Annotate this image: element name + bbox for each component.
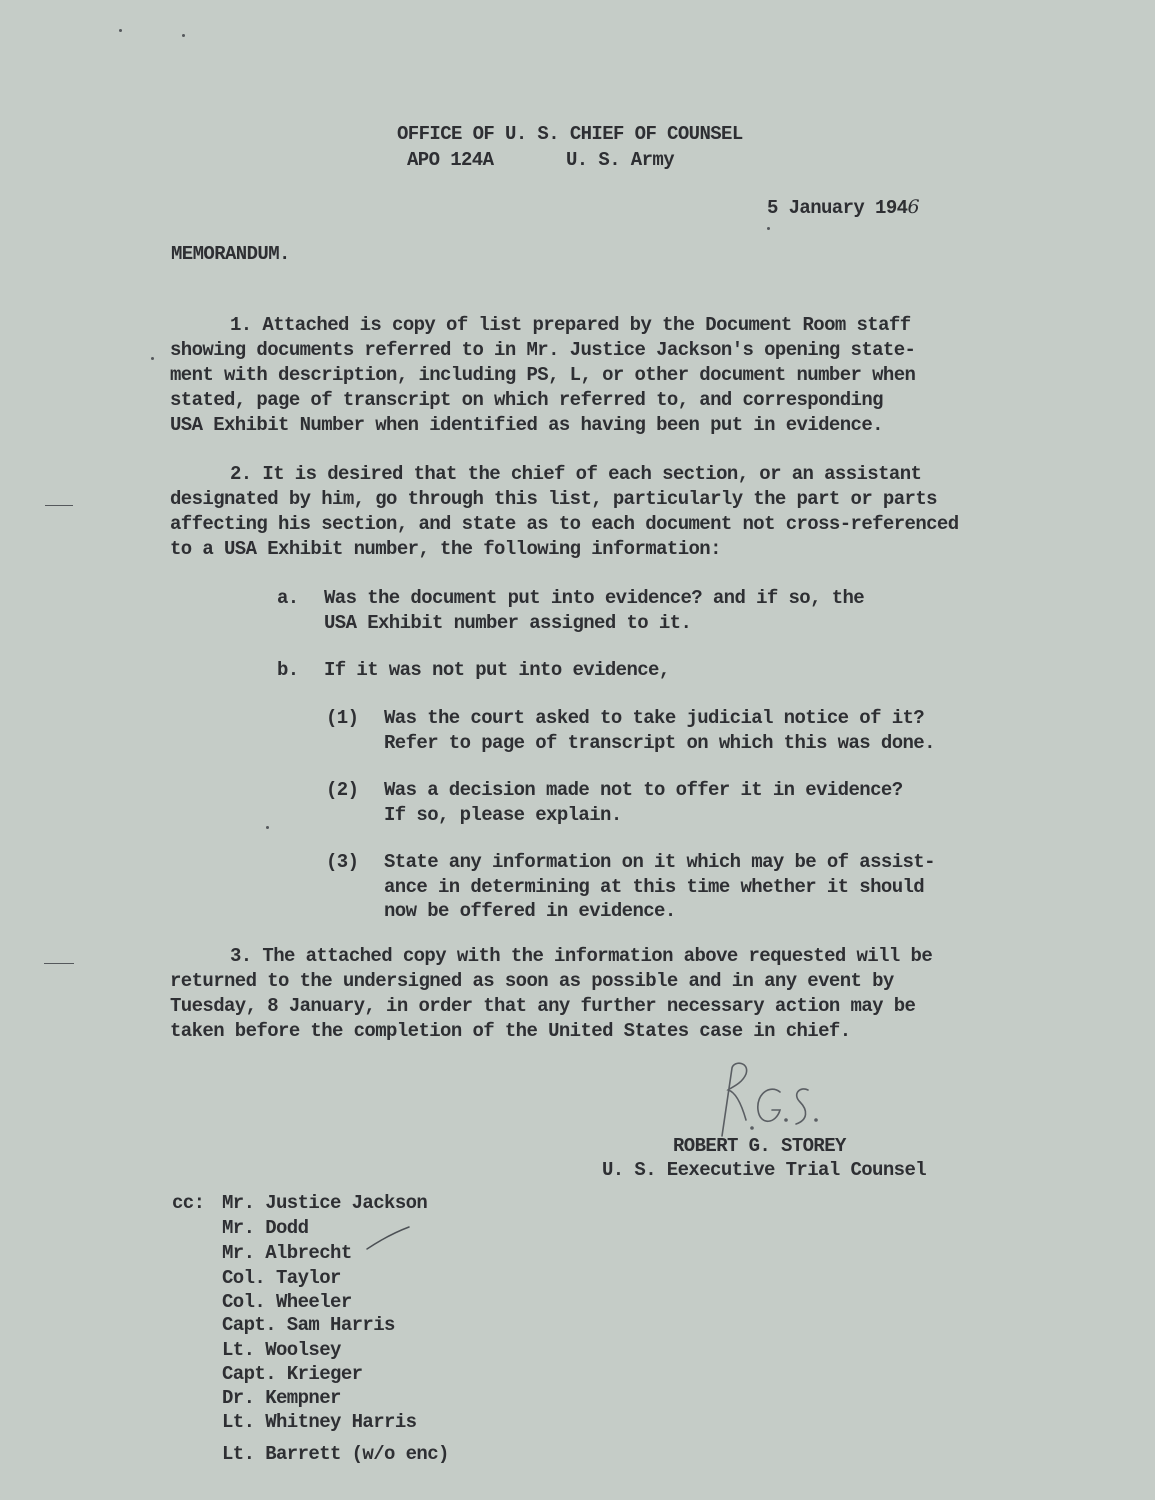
- cc-recipient: Lt. Whitney Harris: [222, 1411, 417, 1433]
- office-heading: OFFICE OF U. S. CHIEF OF COUNSEL: [397, 123, 743, 145]
- paragraph-line: to a USA Exhibit number, the following information:: [170, 538, 721, 560]
- apo-number: APO 124A: [407, 149, 494, 171]
- paragraph-line: 1. Attached is copy of list prepared by the Document Room staff: [230, 314, 911, 336]
- item-label: a.: [277, 587, 299, 609]
- paragraph-line: 2. It is desired that the chief of each section, or an assistant: [230, 463, 922, 485]
- cc-recipient: Mr. Dodd: [222, 1217, 309, 1239]
- handwritten-initials: [700, 1058, 830, 1138]
- signer-name: ROBERT G. STOREY: [673, 1135, 846, 1157]
- cc-recipient: Lt. Barrett (w/o enc): [222, 1443, 449, 1465]
- sub-item-line: If so, please explain.: [384, 804, 622, 826]
- memo-title: MEMORANDUM.: [171, 243, 290, 265]
- sub-item-label: (3): [326, 851, 359, 873]
- sub-item-line: Was a decision made not to offer it in evidence?: [384, 779, 903, 801]
- paper-speck: [266, 826, 269, 829]
- cc-recipient: Capt. Sam Harris: [222, 1314, 395, 1336]
- paragraph-line: affecting his section, and state as to each document not cross-referenced: [170, 513, 959, 535]
- sub-item-label: (2): [326, 779, 359, 801]
- paragraph-line: stated, page of transcript on which referred to, and corresponding: [170, 389, 883, 411]
- item-label: b.: [277, 659, 299, 681]
- cc-recipient: Capt. Krieger: [222, 1363, 363, 1385]
- sub-item-line: Refer to page of transcript on which this was done.: [384, 732, 935, 754]
- sub-item-line: ance in determining at this time whether it should: [384, 876, 925, 898]
- sub-item-line: State any information on it which may be of assist-: [384, 851, 935, 873]
- checkmark-icon: [365, 1225, 411, 1253]
- sub-item-line: now be offered in evidence.: [384, 900, 676, 922]
- paper-speck: [151, 357, 154, 360]
- paragraph-line: Tuesday, 8 January, in order that any further necessary action may be: [170, 995, 916, 1017]
- paragraph-line: designated by him, go through this list, particularly the part or parts: [170, 488, 937, 510]
- paragraph-line: 3. The attached copy with the information above requested will be: [230, 945, 933, 967]
- cc-recipient: Col. Wheeler: [222, 1291, 352, 1313]
- cc-recipient: Dr. Kempner: [222, 1387, 341, 1409]
- signer-title: U. S. Eexecutive Trial Counsel: [602, 1159, 927, 1181]
- army-unit: U. S. Army: [566, 149, 675, 171]
- paragraph-line: ment with description, including PS, L, or other document number when: [170, 364, 916, 386]
- cc-recipient: Lt. Woolsey: [222, 1339, 341, 1361]
- date-typed: 5 January 194: [767, 197, 908, 219]
- paper-speck: [119, 29, 122, 32]
- date-handwritten-digit: 6: [907, 196, 919, 218]
- paper-speck: [182, 34, 185, 37]
- margin-mark: [45, 505, 73, 506]
- sub-item-label: (1): [326, 707, 359, 729]
- cc-recipient: Mr. Albrecht: [222, 1242, 352, 1264]
- paragraph-line: USA Exhibit Number when identified as having been put in evidence.: [170, 414, 883, 436]
- paper-speck: [767, 227, 770, 230]
- item-line: If it was not put into evidence,: [324, 659, 670, 681]
- cc-label: cc:: [172, 1192, 205, 1214]
- paragraph-line: returned to the undersigned as soon as possible and in any event by: [170, 970, 894, 992]
- paragraph-line: showing documents referred to in Mr. Justice Jackson's opening state-: [170, 339, 916, 361]
- paragraph-line: taken before the completion of the United States case in chief.: [170, 1020, 851, 1042]
- cc-recipient: Col. Taylor: [222, 1267, 341, 1289]
- margin-mark: [44, 963, 74, 964]
- cc-recipient: Mr. Justice Jackson: [222, 1192, 428, 1214]
- item-line: Was the document put into evidence? and if so, the: [324, 587, 865, 609]
- memo-date: [767, 195, 919, 219]
- sub-item-line: Was the court asked to take judicial notice of it?: [384, 707, 925, 729]
- item-line: USA Exhibit number assigned to it.: [324, 612, 692, 634]
